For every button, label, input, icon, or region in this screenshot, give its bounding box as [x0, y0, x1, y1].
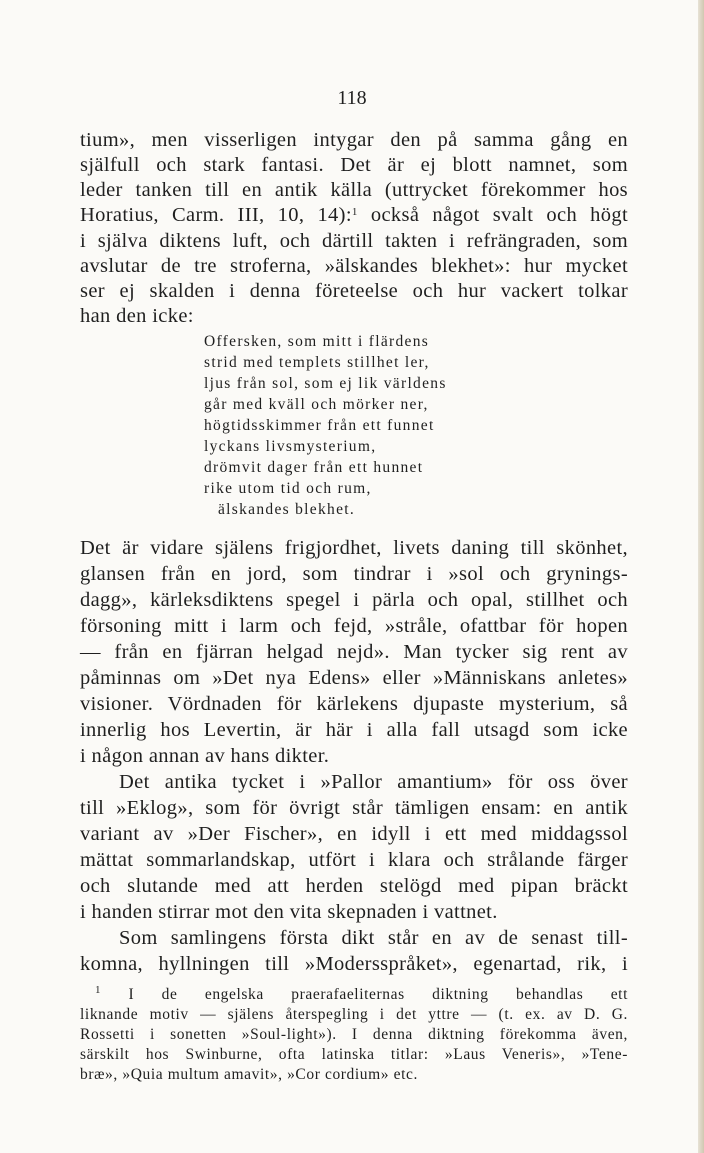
text-line: i handen stirrar mot den vita skepnaden i vattnet. [80, 901, 498, 923]
text-line: avslutar de tre stroferna, »älskandes blekhet»: hur mycket [80, 255, 628, 277]
text-line: — från en fjärran helgad nejd». Man tycker sig rent av [80, 641, 628, 663]
footnote-reference: 1 [351, 206, 358, 218]
text-line: variant av »Der Fischer», en idyll i ett med middagssol [80, 823, 628, 845]
text-line: påminnas om »Det nya Edens» eller »Människans anletes» [80, 667, 628, 689]
poem-line: Offersken, som mitt i flärdens [204, 333, 430, 350]
text-line: Det antika tycket i »Pallor amantium» för oss över [119, 771, 628, 793]
text-line: själfull och stark fantasi. Det är ej blott namnet, som [80, 154, 628, 176]
poem-line: drömvit dager från ett hunnet [204, 459, 424, 476]
text-line: innerlig hos Levertin, är här i alla fall utsagd som icke [80, 719, 628, 741]
footnote-line [95, 985, 628, 1005]
text-segment: I de engelska praerafaeliternas diktning behandlas ett [128, 986, 628, 1003]
text-line: mättat sommarlandskap, utfört i klara och strålande färger [80, 849, 628, 871]
poem-line: lyckans livsmysterium, [204, 438, 377, 455]
text-line: dagg», kärleksdiktens spegel i pärla och opal, stillhet och [80, 589, 628, 611]
poem-line: ljus från sol, som ej lik världens [204, 375, 447, 392]
footnote-line: Rossetti i sonetten »Soul-light»). I denna diktning förekomma även, [80, 1026, 628, 1043]
text-line: visioner. Vördnaden för kärlekens djupaste mysterium, så [80, 693, 628, 715]
footnote-line: bræ», »Quia multum amavit», »Cor cordium» etc. [80, 1066, 418, 1083]
text-line: försoning mitt i larm och fejd, »stråle, ofattbar för hopen [80, 615, 628, 637]
text-line: och slutande med att herden stelögd med pipan bräckt [80, 875, 628, 897]
footnote-line: liknande motiv — själens återspegling i det yttre — (t. ex. av D. G. [80, 1006, 628, 1023]
text-line: Som samlingens första dikt står en av de senast till- [119, 927, 628, 949]
text-line: glansen från en jord, som tindrar i »sol och grynings- [80, 563, 628, 585]
poem-line: rike utom tid och rum, [204, 480, 372, 497]
text-line: Det är vidare själens frigjordhet, livets daning till skönhet, [80, 537, 628, 559]
text-line: i någon annan av hans dikter. [80, 745, 330, 767]
footnote-line: särskilt hos Swinburne, ofta latinska titlar: »Laus Veneris», »Tene- [80, 1046, 628, 1063]
poem-line: strid med templets stillhet ler, [204, 354, 430, 371]
poem-line: högtidsskimmer från ett funnet [204, 417, 435, 434]
page-edge [698, 0, 704, 1153]
text-segment: Horatius, Carm. III, 10, 14): [80, 204, 352, 226]
page-number: 118 [337, 87, 367, 109]
text-line: till »Eklog», som för övrigt står tämligen ensam: en antik [80, 797, 628, 819]
text-line: tium», men visserligen intygar den på samma gång en [80, 129, 628, 151]
poem-line: älskandes blekhet. [218, 501, 356, 518]
poem-line: går med kväll och mörker ner, [204, 396, 429, 413]
footnote-number: 1 [95, 984, 102, 996]
text-line: komna, hyllningen till »Modersspråket», egenartad, rik, i [80, 953, 628, 975]
text-line: han den icke: [80, 305, 194, 327]
text-segment: också något svalt och högt [357, 204, 629, 226]
text-line-with-footnote [80, 202, 628, 228]
text-line: i själva diktens luft, och därtill takten i refrängraden, som [80, 230, 628, 252]
text-line: leder tanken till en antik källa (uttrycket förekommer hos [80, 179, 628, 201]
text-line: ser ej skalden i denna företeelse och hur vackert tolkar [80, 280, 628, 302]
